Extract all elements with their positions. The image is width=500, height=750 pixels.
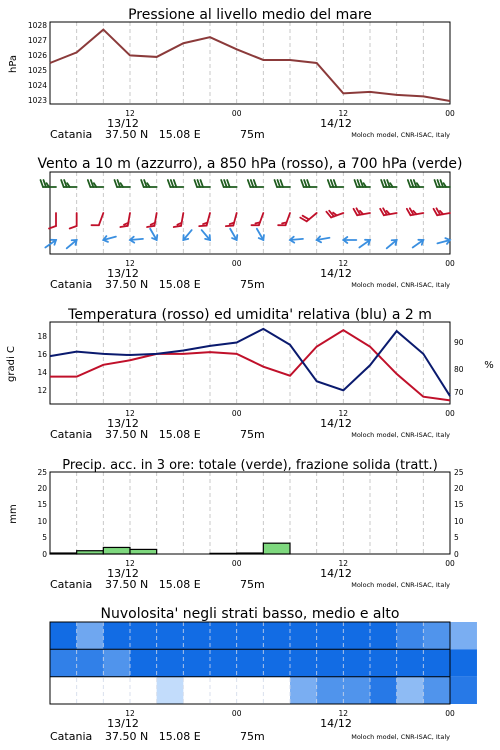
y-tick-label-right: 10 xyxy=(454,517,464,526)
wind-barb-feather xyxy=(226,226,233,227)
wind-barb-feather xyxy=(251,180,254,187)
wind-barb-feather xyxy=(115,180,118,187)
date-label: 14/12 xyxy=(320,117,352,130)
y-tick-label-right: 5 xyxy=(454,533,459,542)
wind-barb-feather xyxy=(361,180,364,187)
wind-barb-feather xyxy=(70,226,77,229)
precipitation-bars xyxy=(50,543,290,554)
cloud-cell xyxy=(423,677,450,704)
wind-barb-feather xyxy=(255,222,259,223)
cloud-cell xyxy=(210,677,237,704)
cloud-cell xyxy=(157,677,184,704)
y-tick-label: 14 xyxy=(37,368,47,377)
wind-barbs-layer xyxy=(41,180,451,248)
pressure-plot-frame xyxy=(50,22,450,104)
cloud-panel xyxy=(50,606,477,743)
y-tick-label: 10 xyxy=(37,517,47,526)
wind-barb-feather xyxy=(358,180,361,187)
wind-barb-feather xyxy=(441,180,444,187)
temperature-location-footer xyxy=(50,428,450,441)
wind-barb-feather xyxy=(199,226,206,227)
wind-barb xyxy=(41,180,57,187)
temperature-ylabel: gradi C xyxy=(6,346,17,382)
wind-barb xyxy=(328,180,344,187)
x-tick-label: 12 xyxy=(125,409,135,418)
cloud-cell xyxy=(290,677,317,704)
cloud-cell xyxy=(183,649,210,676)
date-label: 13/12 xyxy=(107,117,139,130)
cloud-cell xyxy=(423,649,450,676)
wind-barb-feather xyxy=(282,222,286,223)
wind-barb xyxy=(202,230,210,240)
wind-barb-feather xyxy=(381,180,384,187)
wind-barb xyxy=(278,213,290,225)
wind-barb-feather xyxy=(275,180,278,187)
precip-bar xyxy=(103,547,130,554)
cloud-cells xyxy=(50,622,477,704)
wind-barb xyxy=(168,180,184,187)
cloud-cell xyxy=(263,622,290,649)
pressure-location-footer xyxy=(50,128,450,141)
y-tick-label-right: 20 xyxy=(454,484,464,493)
wind-barb xyxy=(141,180,157,187)
location-name: Catania xyxy=(50,128,93,141)
precipitation-x-labels xyxy=(107,559,455,580)
wind-barb xyxy=(67,240,77,248)
x-tick-label: 00 xyxy=(445,559,455,568)
wind-barb xyxy=(61,180,76,187)
x-tick-label: 00 xyxy=(445,409,455,418)
cloud-location-footer xyxy=(50,730,450,743)
location-elevation: 75m xyxy=(240,278,265,291)
cloud-cell xyxy=(290,622,317,649)
x-tick-label: 00 xyxy=(445,109,455,118)
wind-barb-feather xyxy=(171,180,174,187)
wind-barb-feather xyxy=(248,180,251,187)
x-tick-label: 00 xyxy=(231,559,242,568)
model-credit: Moloch model, CNR-ISAC, Italy xyxy=(351,733,450,741)
wind-barb xyxy=(248,180,264,187)
wind-barb-feather xyxy=(307,180,310,187)
wind-barb-feather xyxy=(331,180,334,187)
cloud-cell xyxy=(183,677,210,704)
wind-barb xyxy=(387,240,397,248)
cloud-cell xyxy=(397,649,424,676)
model-credit: Moloch model, CNR-ISAC, Italy xyxy=(351,581,450,589)
wind-barb xyxy=(380,208,396,215)
wind-barb xyxy=(354,208,370,215)
wind-barb xyxy=(257,229,264,240)
wind-barb-stem xyxy=(307,213,317,221)
y-tick-label: 15 xyxy=(37,500,47,509)
wind-location-footer xyxy=(50,278,450,291)
y-tick-label-right: 80 xyxy=(454,365,464,374)
x-tick-label: 12 xyxy=(125,259,135,268)
y-tick-label: 1024 xyxy=(27,81,47,90)
wind-barb-feather xyxy=(195,180,198,187)
cloud-cell xyxy=(317,677,344,704)
y-tick-label: 20 xyxy=(37,484,47,493)
cloud-cell xyxy=(237,649,264,676)
wind-barb xyxy=(301,180,317,187)
precip-bar xyxy=(263,543,290,554)
wind-barb xyxy=(413,240,424,248)
wind-barb-feather xyxy=(355,180,358,187)
y-tick-label: 16 xyxy=(37,350,47,359)
wind-barb-feather xyxy=(384,180,387,187)
wind-barb xyxy=(147,213,157,227)
wind-barb-feather xyxy=(147,226,154,227)
cloud-cell xyxy=(130,677,157,704)
wind-barb xyxy=(230,229,237,240)
cloud-cell xyxy=(263,649,290,676)
pressure-ylabel: hPa xyxy=(8,54,19,74)
y-tick-label: 25 xyxy=(37,468,47,477)
y-tick-label: 1028 xyxy=(27,21,47,30)
wind-barb xyxy=(359,240,370,248)
wind-barb-feather xyxy=(61,180,64,187)
cloud-cell xyxy=(157,622,184,649)
wind-barb-feather xyxy=(120,226,127,227)
cloud-cell xyxy=(50,649,77,676)
x-tick-label: 00 xyxy=(231,109,242,118)
y-tick-label: 1027 xyxy=(27,36,47,45)
precipitation-grid xyxy=(77,472,424,554)
wind-barb xyxy=(300,213,316,221)
wind-barb xyxy=(408,180,424,187)
wind-barb-feather xyxy=(224,180,227,187)
wind-barb xyxy=(381,180,397,187)
x-tick-label: 00 xyxy=(445,259,455,268)
y-tick-label: 1026 xyxy=(27,51,47,60)
location-name: Catania xyxy=(50,428,93,441)
wind-barb xyxy=(183,230,191,240)
wind-barb xyxy=(120,213,130,227)
x-tick-label: 00 xyxy=(231,409,242,418)
wind-barb-feather xyxy=(408,180,411,187)
date-label: 14/12 xyxy=(320,417,352,430)
y-tick-label-right: 0 xyxy=(454,550,459,559)
wind-barb-feather xyxy=(198,180,201,187)
location-elevation: 75m xyxy=(240,578,265,591)
wind-barb xyxy=(174,213,184,227)
cloud-cell xyxy=(183,622,210,649)
pressure-title: Pressione al livello medio del mare xyxy=(128,7,372,23)
date-label: 14/12 xyxy=(320,267,352,280)
wind-barb xyxy=(435,180,451,187)
precipitation-title: Precip. acc. in 3 ore: totale (verde), frazione solida (tratt.) xyxy=(62,458,438,473)
cloud-cell xyxy=(370,622,397,649)
cloud-cell xyxy=(50,622,77,649)
wind-barb-feather xyxy=(88,180,91,187)
wind-barb-feather xyxy=(301,180,304,187)
x-tick-label: 00 xyxy=(231,709,242,718)
cloud-cell xyxy=(77,649,104,676)
cloud-cell xyxy=(77,622,104,649)
wind-barb-feather xyxy=(304,180,307,187)
wind-barb-feather xyxy=(334,180,337,187)
y-tick-label: 1023 xyxy=(27,96,47,105)
y-tick-label-right: 15 xyxy=(454,500,464,509)
wind-barb-feather xyxy=(144,180,147,187)
wind-barb-feather xyxy=(414,180,417,187)
wind-barb xyxy=(317,236,330,242)
pressure-x-labels xyxy=(107,109,455,130)
wind-barb xyxy=(343,237,356,243)
cloud-cell xyxy=(103,677,130,704)
y-tick-label: 1025 xyxy=(27,66,47,75)
wind-barb-stem xyxy=(99,213,103,225)
location-elevation: 75m xyxy=(240,730,265,743)
x-tick-label: 00 xyxy=(231,259,242,268)
wind-barb-feather xyxy=(278,180,281,187)
temperature-title: Temperatura (rosso) ed umidita' relativa (blu) a 2 m xyxy=(68,307,432,323)
x-tick-label: 12 xyxy=(338,409,349,418)
cloud-cell xyxy=(237,622,264,649)
wind-barb-feather xyxy=(141,180,144,187)
cloud-cell xyxy=(370,677,397,704)
humidity-y-ticks xyxy=(454,338,464,397)
wind-barb xyxy=(275,180,291,187)
x-tick-label: 12 xyxy=(125,559,135,568)
wind-barb-feather xyxy=(174,180,177,187)
cloud-cell xyxy=(103,649,130,676)
cloud-cell xyxy=(210,649,237,676)
cloud-cell xyxy=(157,649,184,676)
location-coords: 37.50 N 15.08 E xyxy=(105,428,201,441)
y-tick-label-right: 25 xyxy=(454,468,464,477)
x-tick-label: 12 xyxy=(125,109,135,118)
y-tick-label-right: 70 xyxy=(454,388,464,397)
wind-barb xyxy=(150,229,157,240)
cloud-cell xyxy=(450,622,477,649)
precipitation-ylabel: mm xyxy=(8,504,19,524)
wind-barb xyxy=(221,180,237,187)
wind-barb xyxy=(115,180,131,187)
cloud-cell xyxy=(317,622,344,649)
location-coords: 37.50 N 15.08 E xyxy=(105,578,201,591)
cloud-title: Nuvolosita' negli strati basso, medio e alto xyxy=(100,606,400,622)
wind-barb-feather xyxy=(254,180,257,187)
x-tick-label: 12 xyxy=(338,109,349,118)
wind-panel xyxy=(37,156,462,291)
wind-barb xyxy=(70,213,77,229)
wind-barb xyxy=(130,237,143,243)
date-label: 13/12 xyxy=(107,567,139,580)
x-tick-label: 00 xyxy=(445,709,455,718)
y-tick-label: 12 xyxy=(37,386,47,395)
wind-barb xyxy=(437,238,450,244)
cloud-cell xyxy=(343,622,370,649)
precipitation-y-ticks-left xyxy=(37,468,47,559)
wind-barb-feather xyxy=(387,180,390,187)
location-coords: 37.50 N 15.08 E xyxy=(105,730,201,743)
location-elevation: 75m xyxy=(240,428,265,441)
cloud-cell xyxy=(103,622,130,649)
wind-title: Vento a 10 m (azzurro), a 850 hPa (rosso), a 700 hPa (verde) xyxy=(37,156,463,172)
precipitation-plot-frame xyxy=(50,472,450,554)
cloud-cell xyxy=(343,677,370,704)
cloud-cell xyxy=(397,622,424,649)
model-credit: Moloch model, CNR-ISAC, Italy xyxy=(351,131,450,139)
location-elevation: 75m xyxy=(240,128,265,141)
temperature-x-labels xyxy=(107,409,455,430)
precipitation-panel xyxy=(8,458,464,591)
cloud-cell xyxy=(317,649,344,676)
wind-barb xyxy=(91,213,103,225)
cloud-cell xyxy=(237,677,264,704)
location-coords: 37.50 N 15.08 E xyxy=(105,128,201,141)
date-label: 13/12 xyxy=(107,267,139,280)
model-credit: Moloch model, CNR-ISAC, Italy xyxy=(351,281,450,289)
wind-barb-feather xyxy=(44,180,47,187)
wind-barb-feather xyxy=(64,180,67,187)
model-credit: Moloch model, CNR-ISAC, Italy xyxy=(351,431,450,439)
temperature-panel xyxy=(6,307,494,441)
humidity-ylabel: % xyxy=(484,360,494,371)
wind-barb xyxy=(226,213,237,226)
cloud-cell xyxy=(263,677,290,704)
pressure-panel xyxy=(8,7,455,141)
cloud-x-labels xyxy=(107,709,455,730)
wind-barb xyxy=(45,240,56,248)
location-coords: 37.50 N 15.08 E xyxy=(105,278,201,291)
cloud-cell xyxy=(397,677,424,704)
wind-barb-feather xyxy=(411,180,414,187)
wind-barb-feather xyxy=(281,180,284,187)
cloud-cell xyxy=(77,677,104,704)
pressure-series-line xyxy=(50,30,450,101)
date-label: 14/12 xyxy=(320,717,352,730)
precipitation-location-footer xyxy=(50,578,450,591)
wind-barb-feather xyxy=(91,180,94,187)
y-tick-label-right: 90 xyxy=(454,338,464,347)
x-tick-label: 12 xyxy=(125,709,135,718)
wind-barb xyxy=(290,237,303,243)
cloud-cell xyxy=(370,649,397,676)
wind-barb xyxy=(103,236,116,242)
wind-x-labels xyxy=(107,259,455,280)
cloud-cell xyxy=(450,677,477,704)
wind-barb-feather xyxy=(174,226,181,227)
wind-barb xyxy=(251,213,263,225)
x-tick-label: 12 xyxy=(338,559,349,568)
wind-barb xyxy=(88,180,104,187)
cloud-cell xyxy=(50,677,77,704)
y-tick-label: 5 xyxy=(42,533,47,542)
date-label: 13/12 xyxy=(107,417,139,430)
humidity-series-line xyxy=(50,329,450,396)
pressure-y-ticks xyxy=(28,21,47,105)
wind-barb xyxy=(199,213,210,226)
x-tick-label: 12 xyxy=(338,259,349,268)
wind-barb-feather xyxy=(41,180,44,187)
wind-barb xyxy=(355,180,371,187)
wind-barb-feather xyxy=(435,180,438,187)
cloud-cell xyxy=(210,622,237,649)
cloud-cell xyxy=(423,622,450,649)
precip-bar xyxy=(130,549,157,554)
cloud-cell xyxy=(130,649,157,676)
wind-barb xyxy=(407,208,423,215)
location-name: Catania xyxy=(50,578,93,591)
cloud-cell xyxy=(450,649,477,676)
wind-barb-feather xyxy=(227,180,230,187)
wind-barb xyxy=(434,208,450,215)
date-label: 14/12 xyxy=(320,567,352,580)
wind-barb-feather xyxy=(438,180,441,187)
wind-barb-feather xyxy=(328,180,331,187)
location-name: Catania xyxy=(50,278,93,291)
x-tick-label: 12 xyxy=(338,709,349,718)
cloud-cell xyxy=(130,622,157,649)
precipitation-y-ticks-right xyxy=(454,468,464,559)
wind-barb xyxy=(195,180,211,187)
wind-barb xyxy=(326,211,343,218)
cloud-cell xyxy=(290,649,317,676)
y-tick-label: 0 xyxy=(42,550,47,559)
wind-barb-feather xyxy=(118,180,121,187)
location-name: Catania xyxy=(50,730,93,743)
wind-barb-feather xyxy=(221,180,224,187)
cloud-cell xyxy=(343,649,370,676)
wind-barb-feather xyxy=(168,180,171,187)
y-tick-label: 18 xyxy=(37,332,47,341)
date-label: 13/12 xyxy=(107,717,139,730)
wind-barb-feather xyxy=(201,180,204,187)
temperature-y-ticks xyxy=(37,332,47,395)
